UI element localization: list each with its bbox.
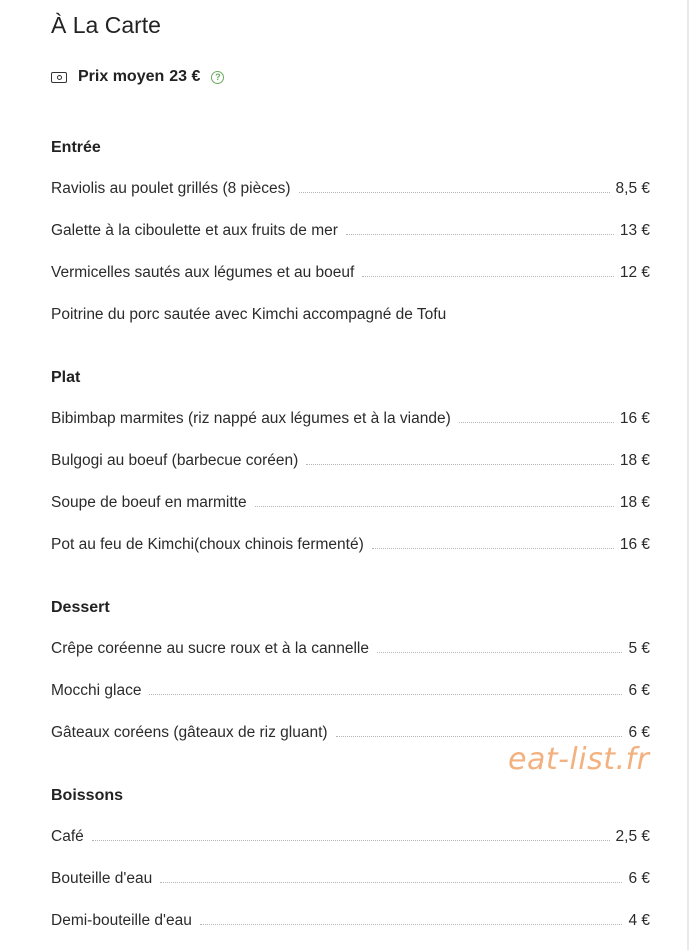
dotted-leader [362, 276, 614, 277]
menu-item [51, 448, 650, 470]
menu-item-price: 8,5 € [615, 180, 650, 197]
menu-item-name: Galette à la ciboulette et aux fruits de mer [51, 222, 338, 239]
banknote-icon [51, 72, 67, 83]
dotted-leader [299, 192, 610, 193]
dotted-leader [336, 736, 623, 737]
average-price [51, 66, 224, 88]
menu-item [51, 532, 650, 554]
menu-item-name: Raviolis au poulet grillés (8 pièces) [51, 180, 291, 197]
menu-item-name: Crêpe coréenne au sucre roux et à la cannelle [51, 640, 369, 657]
menu-item-price: 18 € [619, 494, 650, 511]
dotted-leader [459, 422, 614, 423]
menu-item-price: 2,5 € [615, 828, 650, 845]
section-title: Entrée [51, 139, 101, 156]
menu-item [51, 218, 650, 240]
menu-item-price: 6 € [628, 724, 650, 741]
menu-item-name: Soupe de boeuf en marmitte [51, 494, 247, 511]
menu-item [51, 260, 650, 282]
menu-item-price: 6 € [628, 870, 650, 887]
menu-section-boissons [51, 786, 650, 950]
section-title: Dessert [51, 599, 110, 616]
menu-item [51, 490, 650, 512]
dotted-leader [149, 694, 622, 695]
menu-item-name: Demi-bouteille d'eau [51, 912, 192, 929]
menu-item-price: 6 € [628, 682, 650, 699]
menu-item [51, 866, 650, 888]
menu-item [51, 302, 650, 324]
menu-section-entree [51, 138, 650, 344]
menu-item-price: 18 € [619, 452, 650, 469]
menu-item-name: Pot au feu de Kimchi(choux chinois fermenté) [51, 536, 364, 553]
menu-item-name: Bulgogi au boeuf (barbecue coréen) [51, 452, 299, 469]
menu-section-dessert [51, 598, 650, 762]
average-price-value: 23 € [169, 68, 201, 85]
menu-item [51, 720, 650, 742]
menu-item-name: Vermicelles sautés aux légumes et au boeuf [51, 264, 355, 281]
menu-item-name: Poitrine du porc sautée avec Kimchi accompagné de Tofu [51, 306, 447, 323]
dotted-leader [160, 882, 622, 883]
menu-item-price: 4 € [628, 912, 650, 929]
dotted-leader [377, 652, 622, 653]
menu-item-name: Bibimbap marmites (riz nappé aux légumes et à la viande) [51, 410, 451, 427]
dotted-leader [200, 924, 623, 925]
menu-item-price: 12 € [619, 264, 650, 281]
menu-item-name: Gâteaux coréens (gâteaux de riz gluant) [51, 724, 328, 741]
page-title: À La Carte [51, 12, 161, 38]
menu-item-name: Bouteille d'eau [51, 870, 153, 887]
section-title: Boissons [51, 787, 124, 804]
menu-item-price: 13 € [619, 222, 650, 239]
menu-item-price: 16 € [619, 410, 650, 427]
menu-item [51, 824, 650, 846]
dotted-leader [255, 506, 614, 507]
menu-item [51, 406, 650, 428]
dotted-leader [346, 234, 614, 235]
menu-item-name: Café [51, 828, 84, 845]
dotted-leader [92, 840, 610, 841]
watermark: eat-list.fr [508, 742, 650, 777]
menu-item-price: 16 € [619, 536, 650, 553]
menu-item [51, 908, 650, 930]
menu-item [51, 678, 650, 700]
section-title: Plat [51, 369, 81, 386]
menu-item [51, 176, 650, 198]
menu-item-price: 5 € [628, 640, 650, 657]
average-price-label: Prix moyen [78, 68, 165, 85]
help-circle-icon[interactable]: ? [211, 71, 224, 84]
menu-item-name: Mocchi glace [51, 682, 142, 699]
menu-item [51, 636, 650, 658]
menu-section-plat [51, 368, 650, 574]
dotted-leader [372, 548, 614, 549]
dotted-leader [306, 464, 614, 465]
